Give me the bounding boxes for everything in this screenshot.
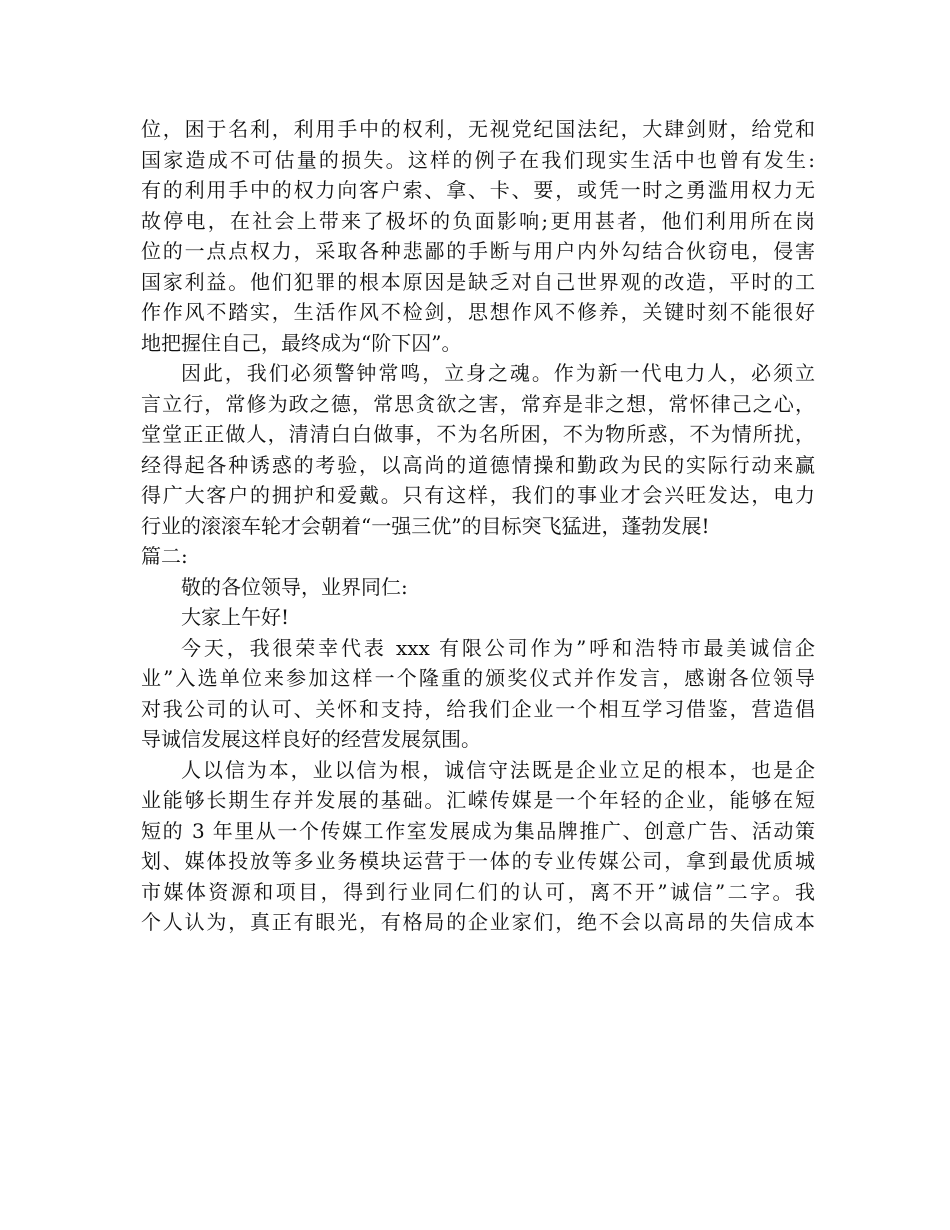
text-line: 位，困于名利，利用手中的权利，无视党纪国法纪，大肆剑财，给党和 xyxy=(141,117,815,141)
text-line: 业能够长期生存并发展的基础。汇嵘传媒是一个年轻的企业，能够在短 xyxy=(141,788,815,812)
text-line: 有的利用手中的权力向客户索、拿、卡、要，或凭一时之勇滥用权力无 xyxy=(141,178,815,202)
text-line: 得广大客户的拥护和爱戴。只有这样，我们的事业才会兴旺发达，电力 xyxy=(141,483,815,507)
text-line: 堂堂正正做人，清清白白做事，不为名所困，不为物所惑，不为情所扰， xyxy=(141,422,815,446)
text-line: 业”入选单位来参加这样一个隆重的颁奖仪式并作发言，感谢各位领导 xyxy=(141,666,815,690)
text-line: 行业的滚滚车轮才会朝着“一强三优”的目标突飞猛进，蓬勃发展! xyxy=(141,513,710,538)
text-line: 市媒体资源和项目，得到行业同仁们的认可，离不开”诚信”二字。我 xyxy=(141,879,815,904)
text-line: 地把握住自己，最终成为“阶下囚”。 xyxy=(141,330,462,355)
body-text xyxy=(141,114,815,938)
paragraph-start: 人以信为本，业以信为根，诚信守法既是企业立足的根本，也是企 xyxy=(181,757,815,782)
text-line: 言立行，常修为政之德，常思贪欲之害，常弃是非之想，常怀律己之心， xyxy=(141,391,815,416)
paragraph-start: 今天，我很荣幸代表 xxx 有限公司作为”呼和浩特市最美诚信企 xyxy=(181,635,815,660)
text-line: 作作风不踏实，生活作风不检剑，思想作风不修养，关键时刻不能很好 xyxy=(141,300,815,324)
text-line: 对我公司的认可、关怀和支持，给我们企业一个相互学习借鉴，营造倡 xyxy=(141,696,815,721)
salutation: 敬的各位领导，业界同仁: xyxy=(181,574,408,599)
text-line: 划、媒体投放等多业务模块运营于一体的专业传媒公司，拿到最优质城 xyxy=(141,849,815,873)
text-line: 故停电，在社会上带来了极坏的负面影响;更用甚者，他们利用所在岗 xyxy=(141,208,815,233)
greeting: 大家上午好! xyxy=(181,605,290,629)
text-line: 短的 3 年里从一个传媒工作室发展成为集品牌推广、创意广告、活动策 xyxy=(141,818,815,843)
paragraph-start: 因此，我们必须警钟常鸣，立身之魂。作为新一代电力人，必须立 xyxy=(181,361,815,385)
text-line: 导诚信发展这样良好的经营发展氛围。 xyxy=(141,727,481,751)
text-line: 国家利益。他们犯罪的根本原因是缺乏对自己世界观的改造，平时的工 xyxy=(141,269,815,294)
text-line: 个人认为，真正有眼光，有格局的企业家们，绝不会以高昂的失信成本 xyxy=(141,910,815,934)
text-line: 位的一点点权力，采取各种悲鄙的手断与用户内外勾结合伙窃电，侵害 xyxy=(141,239,815,263)
section-heading: 篇二: xyxy=(141,544,188,568)
text-line: 国家造成不可估量的损失。这样的例子在我们现实生活中也曾有发生: xyxy=(141,147,815,172)
text-line: 经得起各种诱惑的考验，以高尚的道德情操和勤政为民的实际行动来赢 xyxy=(141,452,815,477)
